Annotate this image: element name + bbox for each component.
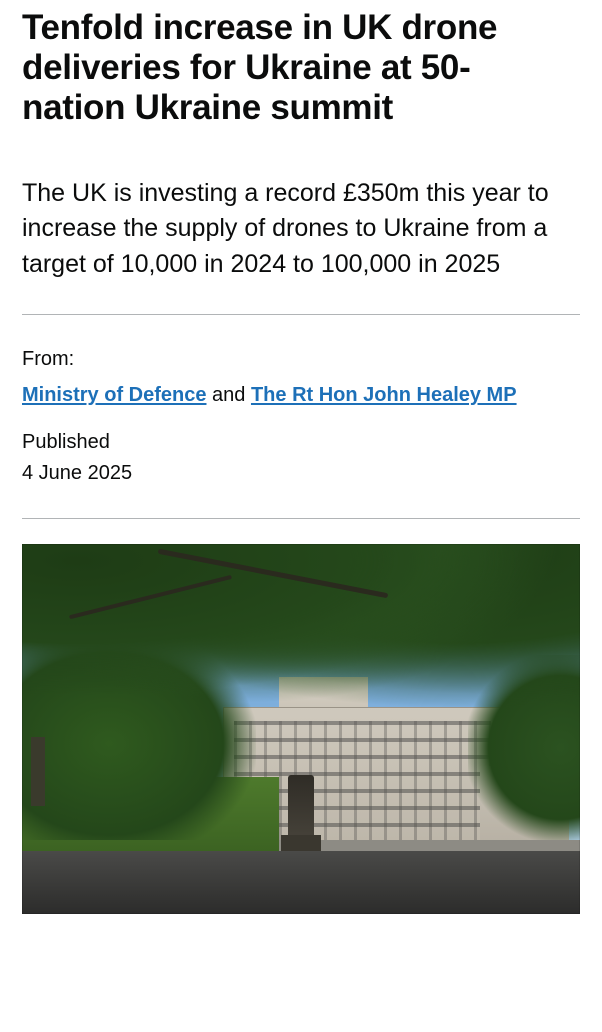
from-label: From: [22,348,75,371]
article-figure [22,544,580,914]
published-label: Published [22,431,110,454]
image-border [22,544,580,914]
hero-image [22,544,580,914]
divider-top [22,314,580,315]
published-block [22,428,580,488]
from-conjunction: and [206,384,251,407]
from-links [22,380,580,410]
divider-bottom [22,518,580,519]
published-date: 4 June 2025 [22,462,133,485]
article-summary: The UK is investing a record £350m this year to increase the supply of drones to Ukraine from a target of 10,000 in 2024 to 100,000 in 2025 [22,178,549,278]
link-ministry-of-defence[interactable]: Ministry of Defence [22,384,207,407]
article-page [0,8,602,1032]
article-metadata [22,345,580,488]
link-john-healey-mp[interactable]: The Rt Hon John Healey MP [250,384,517,407]
page-title: Tenfold increase in UK drone deliveries for Ukraine at 50-nation Ukraine summit [22,8,498,127]
